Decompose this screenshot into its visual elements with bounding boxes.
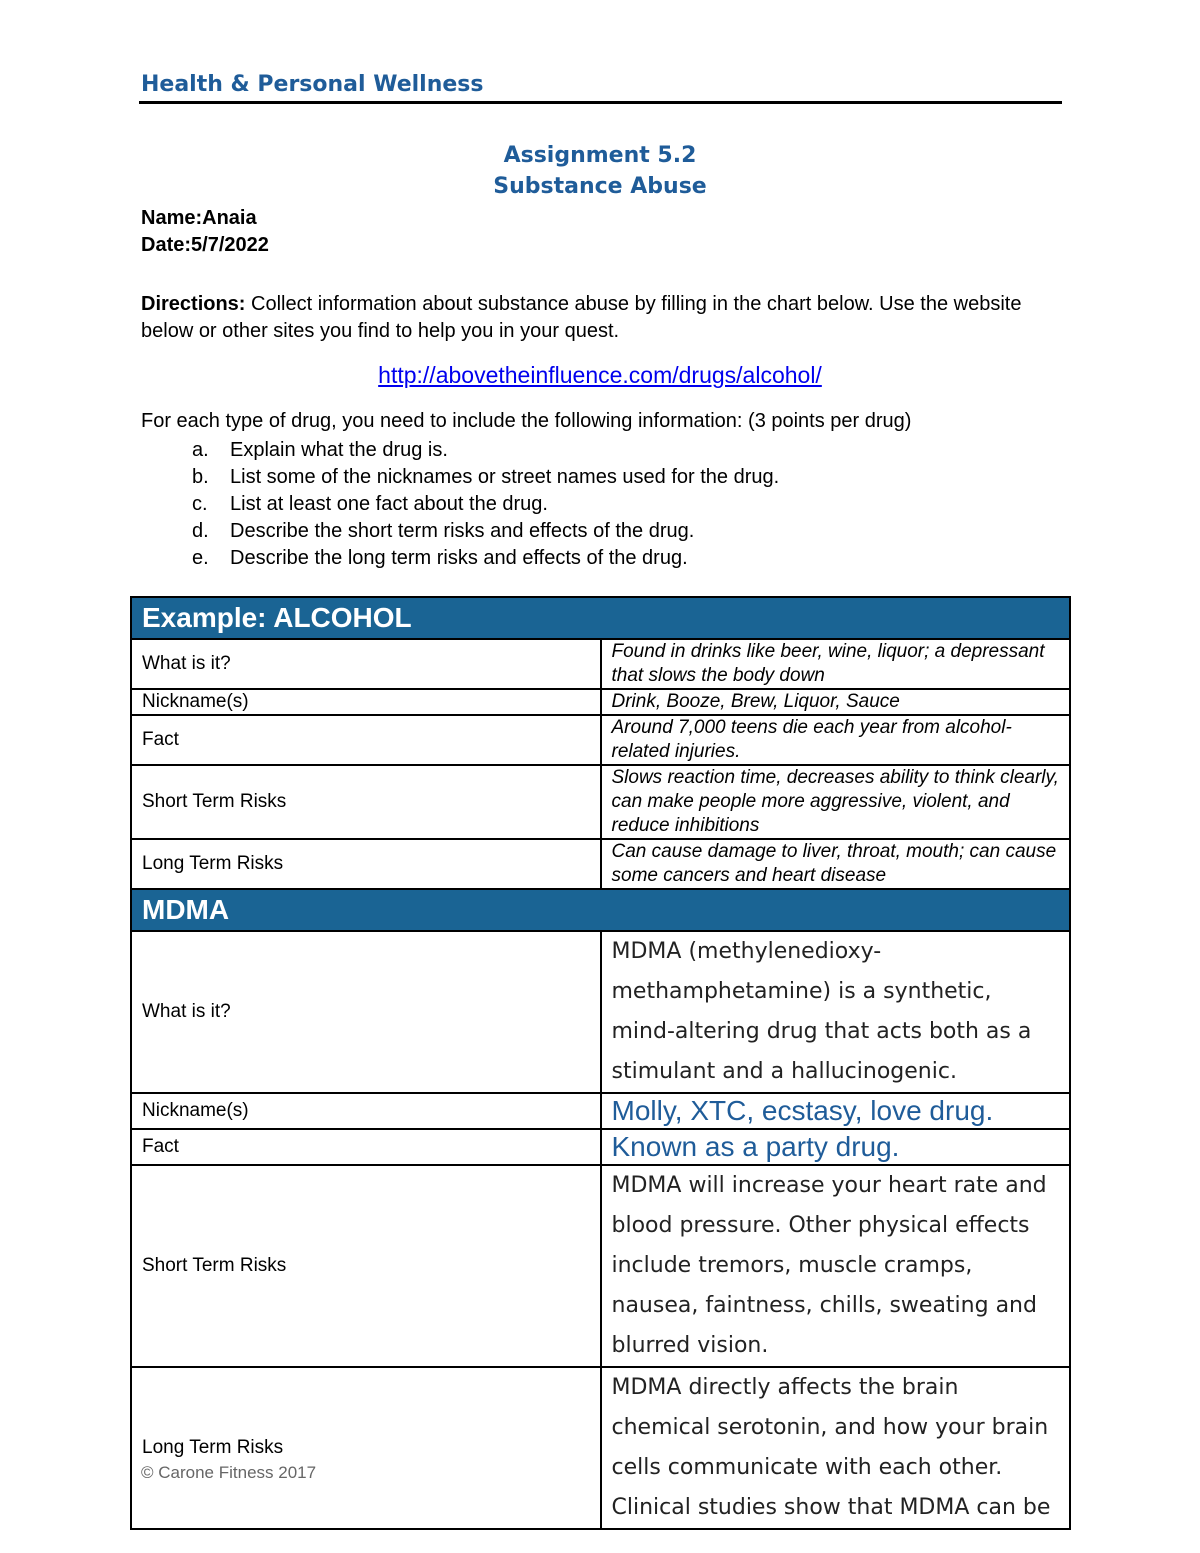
list-item-text: List at least one fact about the drug. [230,493,548,515]
row-value: MDMA directly affects the brain chemical serotonin, and how your brain cells communicate with each other. Clinical studies show that MDMA can be [601,1367,1071,1529]
row-value: MDMA (methylenedioxy-methamphetamine) is a synthetic, mind-altering drug that acts both as a stimulant and a hallucinogenic. [601,931,1071,1093]
row-label: Short Term Risks [131,765,601,839]
list-item-text: Describe the long term risks and effects of the drug. [230,547,688,569]
directions [141,291,1071,345]
row-label: Long Term Risks [131,1367,601,1529]
list-item-text: Explain what the drug is. [230,439,448,461]
list-item [192,437,779,464]
directions-text: Collect information about substance abuse by filling in the chart below. Use the website below or other sites you find to help you in your quest. [141,293,1022,342]
requirements-intro: For each type of drug, you need to include the following information: (3 points per drug) [141,410,912,432]
list-marker: c. [192,493,208,515]
directions-label: Directions: [141,293,246,315]
row-label: Fact [131,1129,601,1165]
header-title: Health & Personal Wellness [141,72,484,97]
assignment-subject: Substance Abuse [493,174,707,199]
row-value: Slows reaction time, decreases ability to think clearly, can make people more aggressive, violent, and reduce inhibitions [601,765,1071,839]
student-name: Name:Anaia [141,207,257,229]
header-divider [139,101,1062,104]
row-label: Nickname(s) [131,689,601,715]
list-item [192,491,779,518]
row-label: Long Term Risks [131,839,601,889]
table-row [131,715,1070,765]
assignment-number: Assignment 5.2 [503,143,697,168]
list-item [192,518,779,545]
list-marker: e. [192,547,209,569]
list-marker: b. [192,466,209,488]
mdma-heading: MDMA [131,889,1070,931]
example-heading-row [131,597,1070,639]
table-row [131,931,1070,1093]
table-row [131,765,1070,839]
resource-link[interactable]: http://abovetheinfluence.com/drugs/alcohol/ [378,362,822,388]
list-marker: d. [192,520,209,542]
table-row [131,639,1070,689]
row-value: Drink, Booze, Brew, Liquor, Sauce [601,689,1071,715]
list-item [192,464,779,491]
list-item-text: List some of the nicknames or street names used for the drug. [230,466,780,488]
list-marker: a. [192,439,209,461]
list-item [192,545,779,572]
example-heading: Example: ALCOHOL [131,597,1070,639]
mdma-heading-row [131,889,1070,931]
requirements-list [192,437,779,572]
row-label: What is it? [131,639,601,689]
table-row [131,1129,1070,1165]
assignment-date: Date:5/7/2022 [141,234,269,256]
list-item-text: Describe the short term risks and effects of the drug. [230,520,695,542]
row-label: Fact [131,715,601,765]
row-value: Found in drinks like beer, wine, liquor; a depressant that slows the body down [601,639,1071,689]
table-row [131,1367,1070,1529]
row-value: Can cause damage to liver, throat, mouth; can cause some cancers and heart disease [601,839,1071,889]
row-label: Nickname(s) [131,1093,601,1129]
table-row [131,689,1070,715]
table-row [131,1093,1070,1129]
drug-info-table [130,596,1071,1530]
row-value: Molly, XTC, ecstasy, love drug. [601,1093,1071,1129]
row-value: Known as a party drug. [601,1129,1071,1165]
row-label: Short Term Risks [131,1165,601,1367]
row-value: MDMA will increase your heart rate and blood pressure. Other physical effects include tremors, muscle cramps, nausea, faintness, chills, sweating and blurred vision. [601,1165,1071,1367]
row-label: What is it? [131,931,601,1093]
row-value: Around 7,000 teens die each year from alcohol-related injuries. [601,715,1071,765]
copyright-footer: © Carone Fitness 2017 [141,1463,317,1482]
table-row [131,1165,1070,1367]
table-row [131,839,1070,889]
